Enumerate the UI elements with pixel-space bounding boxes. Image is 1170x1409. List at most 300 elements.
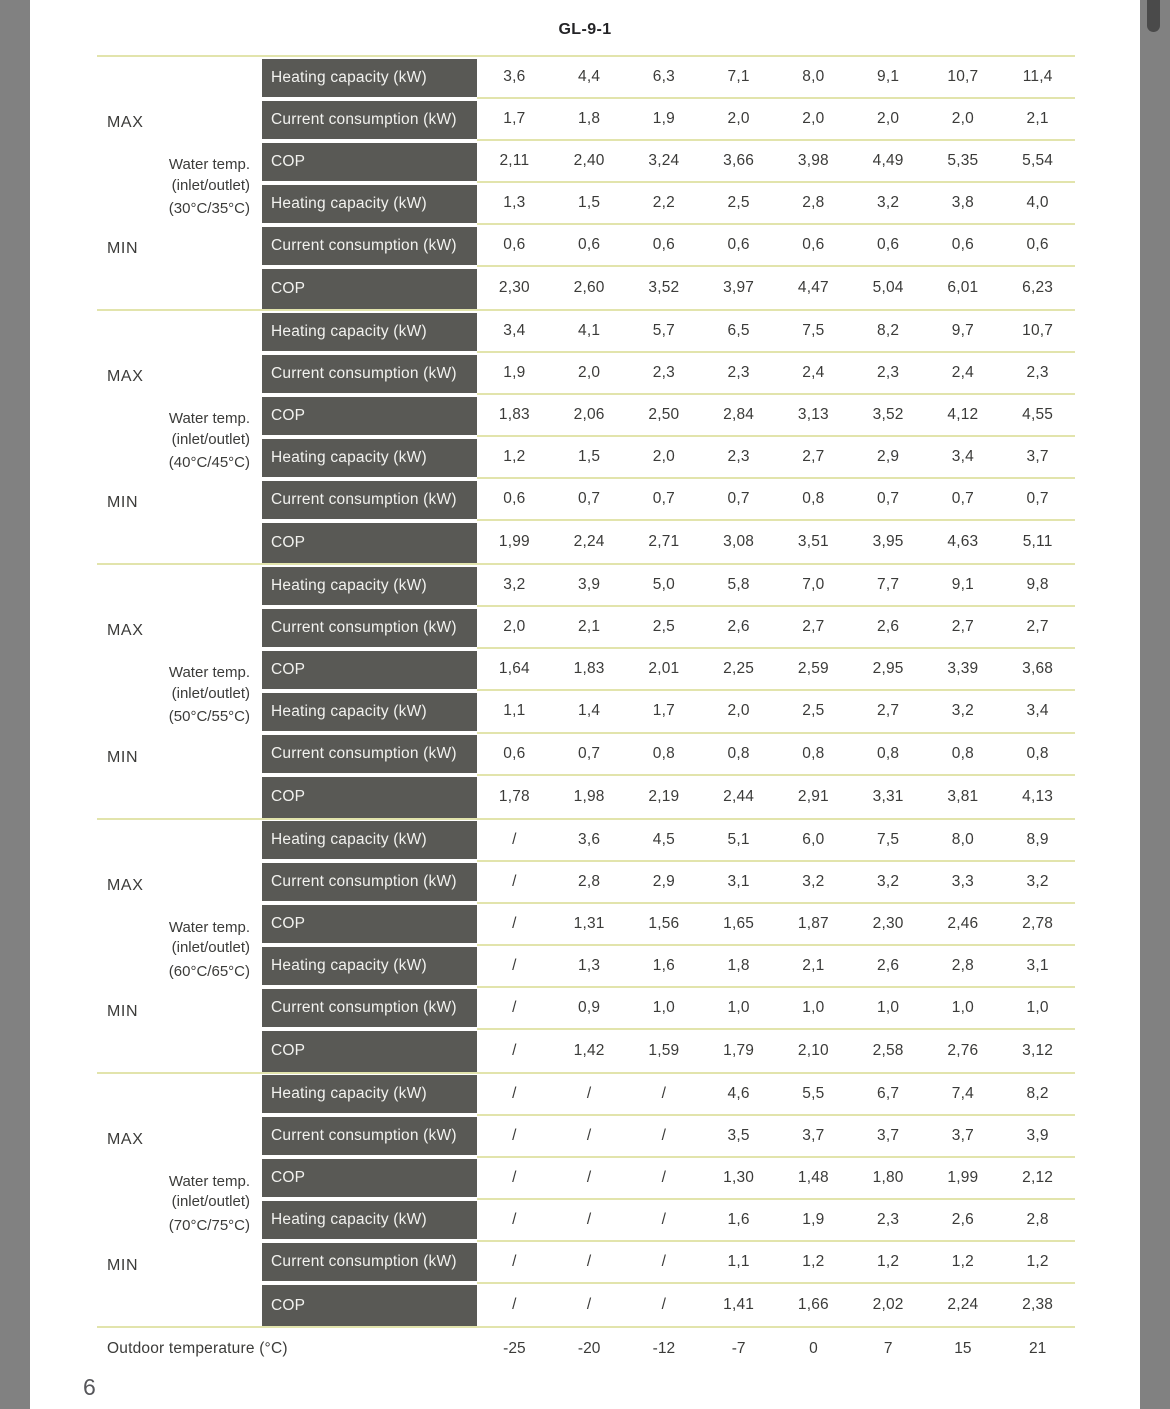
- value-cell: 1,8: [578, 110, 601, 128]
- value-cell: 3,1: [727, 872, 750, 890]
- measure-label: Heating capacity (kW): [262, 947, 477, 985]
- value-cell: 0,7: [578, 490, 601, 508]
- value-cell: 4,55: [1022, 406, 1054, 424]
- value-cell: /: [661, 1084, 667, 1102]
- value-cell: 1,0: [951, 998, 974, 1016]
- value-cell: 1,6: [727, 1210, 750, 1228]
- value-cell: /: [661, 1252, 667, 1270]
- page-title: GL-9-1: [558, 21, 612, 38]
- value-cell: 2,91: [797, 787, 829, 805]
- value-cell: 3,81: [947, 787, 979, 805]
- water-temp-line: Water temp.: [168, 664, 250, 682]
- row-label-spacer: [97, 779, 262, 821]
- row-label-spacer: [97, 1077, 262, 1119]
- row-label-spacer: [97, 314, 262, 356]
- value-cell: 5,04: [872, 279, 904, 297]
- page-number: 6: [83, 1374, 96, 1400]
- value-cell: 3,52: [648, 279, 680, 297]
- value-cell: 7,0: [802, 576, 825, 594]
- value-cell: 2,6: [951, 1210, 974, 1228]
- value-row: [477, 565, 1075, 607]
- measure-label: COP: [262, 651, 477, 689]
- value-cell: 3,2: [503, 576, 526, 594]
- value-cell: 1,5: [578, 194, 601, 212]
- value-cell: 2,0: [727, 702, 750, 720]
- water-temp-line: (inlet/outlet): [171, 430, 250, 448]
- value-cell: 2,4: [951, 364, 974, 382]
- value-cell: 3,39: [947, 660, 979, 678]
- temp-group-2: [97, 309, 1075, 563]
- value-cell: /: [512, 872, 517, 890]
- measure-label: Heating capacity (kW): [262, 185, 477, 223]
- value-cell: 3,08: [723, 533, 755, 551]
- value-cell: /: [512, 830, 517, 848]
- value-cell: 2,6: [727, 618, 750, 636]
- value-row: [477, 1284, 1075, 1326]
- section-label-max: MAX: [107, 114, 144, 132]
- value-cell: 2,40: [573, 152, 605, 170]
- value-cell: 1,9: [802, 1210, 825, 1228]
- value-cell: 6,23: [1022, 279, 1054, 297]
- value-cell: 1,0: [877, 998, 900, 1016]
- measure-label: Current consumption (kW): [262, 481, 477, 519]
- row-label-spacer: [97, 270, 262, 312]
- measure-label: Heating capacity (kW): [262, 1201, 477, 1239]
- value-cell: 2,12: [1022, 1168, 1054, 1186]
- value-row: [477, 479, 1075, 521]
- value-cell: 1,3: [578, 956, 601, 974]
- value-cell: 7,1: [727, 68, 750, 86]
- value-cell: 0,7: [652, 490, 675, 508]
- outdoor-temperature-value: -25: [503, 1340, 526, 1357]
- value-cell: 8,9: [1026, 830, 1049, 848]
- outdoor-temperature-row: [97, 1328, 1075, 1370]
- value-cell: 5,35: [947, 152, 979, 170]
- table-row: [97, 607, 1075, 649]
- value-cell: 6,7: [877, 1084, 900, 1102]
- value-cell: 0,6: [802, 236, 825, 254]
- value-cell: /: [661, 1126, 667, 1144]
- water-temp-line: Water temp.: [168, 410, 250, 428]
- value-cell: 7,5: [802, 322, 825, 340]
- value-cell: 1,30: [723, 1168, 755, 1186]
- outdoor-temperature-value: 7: [883, 1340, 893, 1357]
- value-cell: 6,0: [802, 830, 825, 848]
- table-row: [97, 1074, 1075, 1116]
- water-temp-line: Water temp.: [168, 155, 250, 173]
- value-cell: 1,8: [727, 956, 750, 974]
- value-cell: 5,0: [652, 576, 675, 594]
- table-row: [97, 57, 1075, 99]
- value-cell: 1,1: [503, 702, 526, 720]
- value-cell: /: [512, 998, 517, 1016]
- value-cell: 1,0: [1026, 998, 1049, 1016]
- value-cell: /: [512, 1252, 517, 1270]
- value-row: [477, 99, 1075, 141]
- value-cell: 0,6: [578, 236, 601, 254]
- value-cell: 2,11: [499, 152, 530, 170]
- value-cell: 3,8: [951, 194, 974, 212]
- measure-label: COP: [262, 143, 477, 181]
- measure-label: Current consumption (kW): [262, 1243, 477, 1281]
- value-cell: 3,7: [1026, 448, 1049, 466]
- value-cell: 0,6: [503, 490, 526, 508]
- value-cell: /: [512, 1041, 517, 1059]
- table-row: [97, 311, 1075, 353]
- value-cell: 3,13: [797, 406, 829, 424]
- value-cell: 1,2: [1026, 1252, 1049, 1270]
- value-cell: 6,3: [652, 68, 675, 86]
- value-cell: 7,7: [877, 576, 900, 594]
- value-cell: 1,59: [648, 1041, 680, 1059]
- value-cell: 0,6: [951, 236, 974, 254]
- value-cell: /: [512, 1210, 517, 1228]
- value-cell: 2,3: [727, 364, 750, 382]
- value-cell: 3,24: [648, 152, 680, 170]
- value-cell: 4,6: [727, 1084, 750, 1102]
- value-cell: /: [512, 1168, 517, 1186]
- table-row: [97, 565, 1075, 607]
- table-row: [97, 479, 1075, 521]
- table-row: [97, 1030, 1075, 1072]
- value-cell: 1,98: [573, 787, 605, 805]
- value-cell: 2,46: [947, 914, 979, 932]
- measure-label: Heating capacity (kW): [262, 567, 477, 605]
- value-cell: 2,6: [877, 618, 900, 636]
- value-cell: /: [661, 1295, 667, 1313]
- value-cell: 2,76: [947, 1041, 979, 1059]
- table-row: [97, 1116, 1075, 1158]
- value-cell: 0,8: [802, 490, 825, 508]
- value-cell: 1,7: [503, 110, 526, 128]
- measure-label: Current consumption (kW): [262, 1117, 477, 1155]
- value-cell: 2,0: [652, 448, 675, 466]
- value-cell: 2,3: [652, 364, 675, 382]
- water-temp-line: Water temp.: [168, 1172, 250, 1190]
- value-cell: 3,9: [1026, 1126, 1049, 1144]
- value-cell: 1,64: [498, 660, 530, 678]
- row-label-spacer: [97, 524, 262, 566]
- value-cell: 2,84: [723, 406, 755, 424]
- value-cell: 2,3: [1026, 364, 1049, 382]
- value-cell: 2,30: [872, 914, 904, 932]
- value-row: [477, 946, 1075, 988]
- value-cell: 9,1: [877, 68, 900, 86]
- value-cell: 1,99: [498, 533, 530, 551]
- value-cell: /: [512, 1126, 517, 1144]
- table-row: [97, 862, 1075, 904]
- value-cell: 2,8: [1026, 1210, 1049, 1228]
- value-cell: 2,3: [877, 364, 900, 382]
- value-cell: 3,52: [872, 406, 904, 424]
- value-cell: 2,0: [727, 110, 750, 128]
- value-cell: 1,9: [503, 364, 526, 382]
- value-cell: 1,2: [951, 1252, 974, 1270]
- water-temp-value: (60°C/65°C): [168, 962, 250, 980]
- value-cell: /: [661, 1168, 667, 1186]
- value-row: [477, 225, 1075, 267]
- value-cell: 1,56: [648, 914, 680, 932]
- section-label-max: MAX: [107, 368, 144, 386]
- value-cell: 3,31: [872, 787, 904, 805]
- measure-label: COP: [262, 905, 477, 943]
- value-row: [477, 183, 1075, 225]
- value-row: [477, 1200, 1075, 1242]
- outdoor-temperature-value: -12: [652, 1340, 676, 1357]
- value-cell: 2,7: [877, 702, 900, 720]
- value-cell: 0,8: [951, 744, 974, 762]
- value-cell: 4,49: [872, 152, 904, 170]
- value-cell: 0,8: [727, 744, 750, 762]
- row-label-spacer: [97, 568, 262, 610]
- value-cell: 5,8: [727, 576, 750, 594]
- measure-label: Heating capacity (kW): [262, 313, 477, 351]
- value-cell: 2,7: [802, 618, 825, 636]
- value-cell: 3,2: [951, 702, 974, 720]
- value-cell: 3,2: [877, 872, 900, 890]
- value-cell: /: [586, 1168, 592, 1186]
- value-cell: 3,68: [1022, 660, 1054, 678]
- value-cell: 1,0: [727, 998, 750, 1016]
- value-cell: 2,01: [648, 660, 680, 678]
- value-cell: 2,7: [802, 448, 825, 466]
- value-cell: 8,2: [1026, 1084, 1049, 1102]
- section-label-min: MIN: [107, 1256, 139, 1274]
- measure-label: COP: [262, 1031, 477, 1072]
- value-row: [477, 607, 1075, 649]
- water-temp-line: (inlet/outlet): [171, 684, 250, 702]
- value-cell: 2,5: [652, 618, 675, 636]
- value-cell: 3,4: [951, 448, 974, 466]
- value-cell: 2,38: [1022, 1295, 1054, 1313]
- table-row: [97, 353, 1075, 395]
- value-cell: 3,2: [877, 194, 900, 212]
- value-cell: 9,8: [1026, 576, 1049, 594]
- value-cell: 2,30: [498, 279, 530, 297]
- value-cell: 3,7: [802, 1126, 825, 1144]
- measure-label: Heating capacity (kW): [262, 821, 477, 859]
- value-cell: /: [586, 1126, 592, 1144]
- outdoor-temperature-value: 0: [809, 1340, 818, 1357]
- value-cell: 1,2: [877, 1252, 900, 1270]
- value-cell: 1,87: [797, 914, 829, 932]
- value-cell: 0,7: [1026, 490, 1049, 508]
- value-cell: 2,4: [802, 364, 825, 382]
- measure-label: COP: [262, 1159, 477, 1197]
- measure-label: COP: [262, 397, 477, 435]
- value-cell: 1,6: [652, 956, 675, 974]
- value-row: [477, 57, 1075, 99]
- value-row: [477, 267, 1075, 309]
- value-cell: 0,6: [503, 744, 526, 762]
- value-cell: 2,0: [877, 110, 900, 128]
- value-cell: 8,2: [877, 322, 900, 340]
- value-cell: 2,5: [802, 702, 825, 720]
- temp-group-3: [97, 563, 1075, 817]
- table-row: [97, 521, 1075, 563]
- value-cell: 1,1: [727, 1252, 750, 1270]
- value-cell: 3,6: [578, 830, 601, 848]
- value-cell: 0,8: [877, 744, 900, 762]
- value-cell: 7,4: [951, 1084, 974, 1102]
- value-row: [477, 776, 1075, 818]
- value-cell: 0,6: [503, 236, 526, 254]
- section-label-min: MIN: [107, 1002, 139, 1020]
- value-row: [477, 862, 1075, 904]
- measure-label: Heating capacity (kW): [262, 439, 477, 477]
- value-cell: 1,83: [573, 660, 605, 678]
- temp-group-4: [97, 818, 1075, 1072]
- outdoor-temperature-label: Outdoor temperature (°C): [107, 1340, 288, 1357]
- value-cell: 6,01: [947, 279, 979, 297]
- value-cell: 2,78: [1022, 914, 1054, 932]
- value-cell: 0,6: [727, 236, 750, 254]
- value-cell: 2,95: [872, 660, 904, 678]
- value-cell: /: [586, 1084, 592, 1102]
- water-temp-value: (40°C/45°C): [168, 454, 250, 472]
- value-row: [477, 1158, 1075, 1200]
- value-cell: 0,9: [578, 998, 601, 1016]
- value-cell: 2,1: [578, 618, 601, 636]
- water-temp-line: (inlet/outlet): [171, 1193, 250, 1211]
- value-cell: 11,4: [1022, 68, 1053, 86]
- measure-label: Heating capacity (kW): [262, 59, 477, 97]
- water-temp-label: [97, 155, 250, 220]
- value-cell: 1,48: [797, 1168, 829, 1186]
- value-row: [477, 353, 1075, 395]
- table-row: [97, 1242, 1075, 1284]
- value-cell: 10,7: [947, 68, 979, 86]
- scrollbar-thumb[interactable]: [1147, 0, 1160, 32]
- value-cell: 3,9: [578, 576, 601, 594]
- section-label-max: MAX: [107, 876, 144, 894]
- value-cell: 2,0: [578, 364, 601, 382]
- value-cell: 3,4: [1026, 702, 1049, 720]
- value-cell: 2,44: [723, 787, 755, 805]
- value-cell: 3,3: [951, 872, 974, 890]
- value-cell: 2,24: [947, 1295, 979, 1313]
- table-row: [97, 1284, 1075, 1326]
- water-temp-label: [97, 1172, 250, 1237]
- value-row: [477, 1242, 1075, 1284]
- value-cell: 3,2: [1026, 872, 1049, 890]
- value-cell: 2,02: [872, 1295, 904, 1313]
- value-cell: 5,5: [802, 1084, 825, 1102]
- value-cell: 1,4: [578, 702, 601, 720]
- value-cell: 4,0: [1026, 194, 1049, 212]
- value-cell: 0,7: [727, 490, 750, 508]
- value-cell: 0,6: [877, 236, 900, 254]
- water-temp-label: [97, 409, 250, 474]
- value-cell: 0,7: [877, 490, 900, 508]
- value-cell: /: [586, 1295, 592, 1313]
- value-cell: 8,0: [951, 830, 974, 848]
- measure-label: Current consumption (kW): [262, 609, 477, 647]
- value-cell: 2,60: [573, 279, 605, 297]
- value-cell: 2,3: [877, 1210, 900, 1228]
- outdoor-temperature-value: -7: [731, 1340, 746, 1357]
- value-cell: 2,6: [877, 956, 900, 974]
- measure-label: Current consumption (kW): [262, 989, 477, 1027]
- value-row: [477, 395, 1075, 437]
- value-cell: 1,9: [652, 110, 675, 128]
- value-cell: /: [512, 914, 517, 932]
- water-temp-line: (inlet/outlet): [171, 176, 250, 194]
- value-cell: 5,54: [1022, 152, 1054, 170]
- value-row: [477, 820, 1075, 862]
- value-cell: 4,4: [578, 68, 601, 86]
- outdoor-temperature-value: -20: [577, 1340, 601, 1357]
- value-cell: 1,80: [872, 1168, 904, 1186]
- value-row: [477, 904, 1075, 946]
- value-cell: 1,0: [652, 998, 675, 1016]
- value-cell: 1,7: [652, 702, 675, 720]
- value-cell: 2,5: [727, 194, 750, 212]
- value-cell: 2,3: [727, 448, 750, 466]
- value-cell: 1,3: [503, 194, 526, 212]
- table-row: [97, 267, 1075, 309]
- value-cell: 0,7: [578, 744, 601, 762]
- measure-label: COP: [262, 269, 477, 310]
- value-cell: 3,4: [503, 322, 526, 340]
- row-label-spacer: [97, 1033, 262, 1075]
- measure-label: Current consumption (kW): [262, 227, 477, 265]
- value-cell: 4,63: [947, 533, 979, 551]
- section-label-max: MAX: [107, 1130, 144, 1148]
- value-cell: 2,19: [648, 787, 680, 805]
- water-temp-value: (70°C/75°C): [168, 1216, 250, 1234]
- value-cell: 2,9: [652, 872, 675, 890]
- row-label-spacer: [97, 1287, 262, 1329]
- value-cell: 5,7: [652, 322, 675, 340]
- value-row: [477, 141, 1075, 183]
- temp-group-5: [97, 1072, 1075, 1328]
- value-cell: 3,1: [1026, 956, 1049, 974]
- value-cell: 3,6: [503, 68, 526, 86]
- value-row: [477, 988, 1075, 1030]
- value-cell: 2,2: [652, 194, 675, 212]
- table-row: [97, 734, 1075, 776]
- water-temp-value: (30°C/35°C): [168, 199, 250, 217]
- value-cell: 2,50: [648, 406, 680, 424]
- value-row: [477, 311, 1075, 353]
- value-cell: 1,66: [797, 1295, 829, 1313]
- measure-label: COP: [262, 1285, 477, 1326]
- value-cell: 1,0: [802, 998, 825, 1016]
- value-cell: 2,25: [723, 660, 755, 678]
- table-row: [97, 988, 1075, 1030]
- value-cell: 1,31: [573, 914, 605, 932]
- value-cell: 2,7: [951, 618, 974, 636]
- water-temp-line: Water temp.: [168, 918, 250, 936]
- value-cell: 7,5: [877, 830, 900, 848]
- table-row: [97, 99, 1075, 141]
- measure-label: Heating capacity (kW): [262, 693, 477, 731]
- value-cell: 1,2: [503, 448, 526, 466]
- value-row: [477, 1074, 1075, 1116]
- value-cell: /: [512, 1084, 517, 1102]
- value-cell: 4,47: [797, 279, 829, 297]
- value-cell: 1,42: [573, 1041, 605, 1059]
- value-cell: 2,8: [951, 956, 974, 974]
- measure-label: COP: [262, 777, 477, 818]
- value-cell: 2,71: [648, 533, 680, 551]
- value-cell: 4,13: [1022, 787, 1054, 805]
- value-cell: 9,1: [951, 576, 974, 594]
- value-cell: 1,83: [498, 406, 530, 424]
- value-cell: 2,8: [578, 872, 601, 890]
- value-cell: 2,06: [573, 406, 605, 424]
